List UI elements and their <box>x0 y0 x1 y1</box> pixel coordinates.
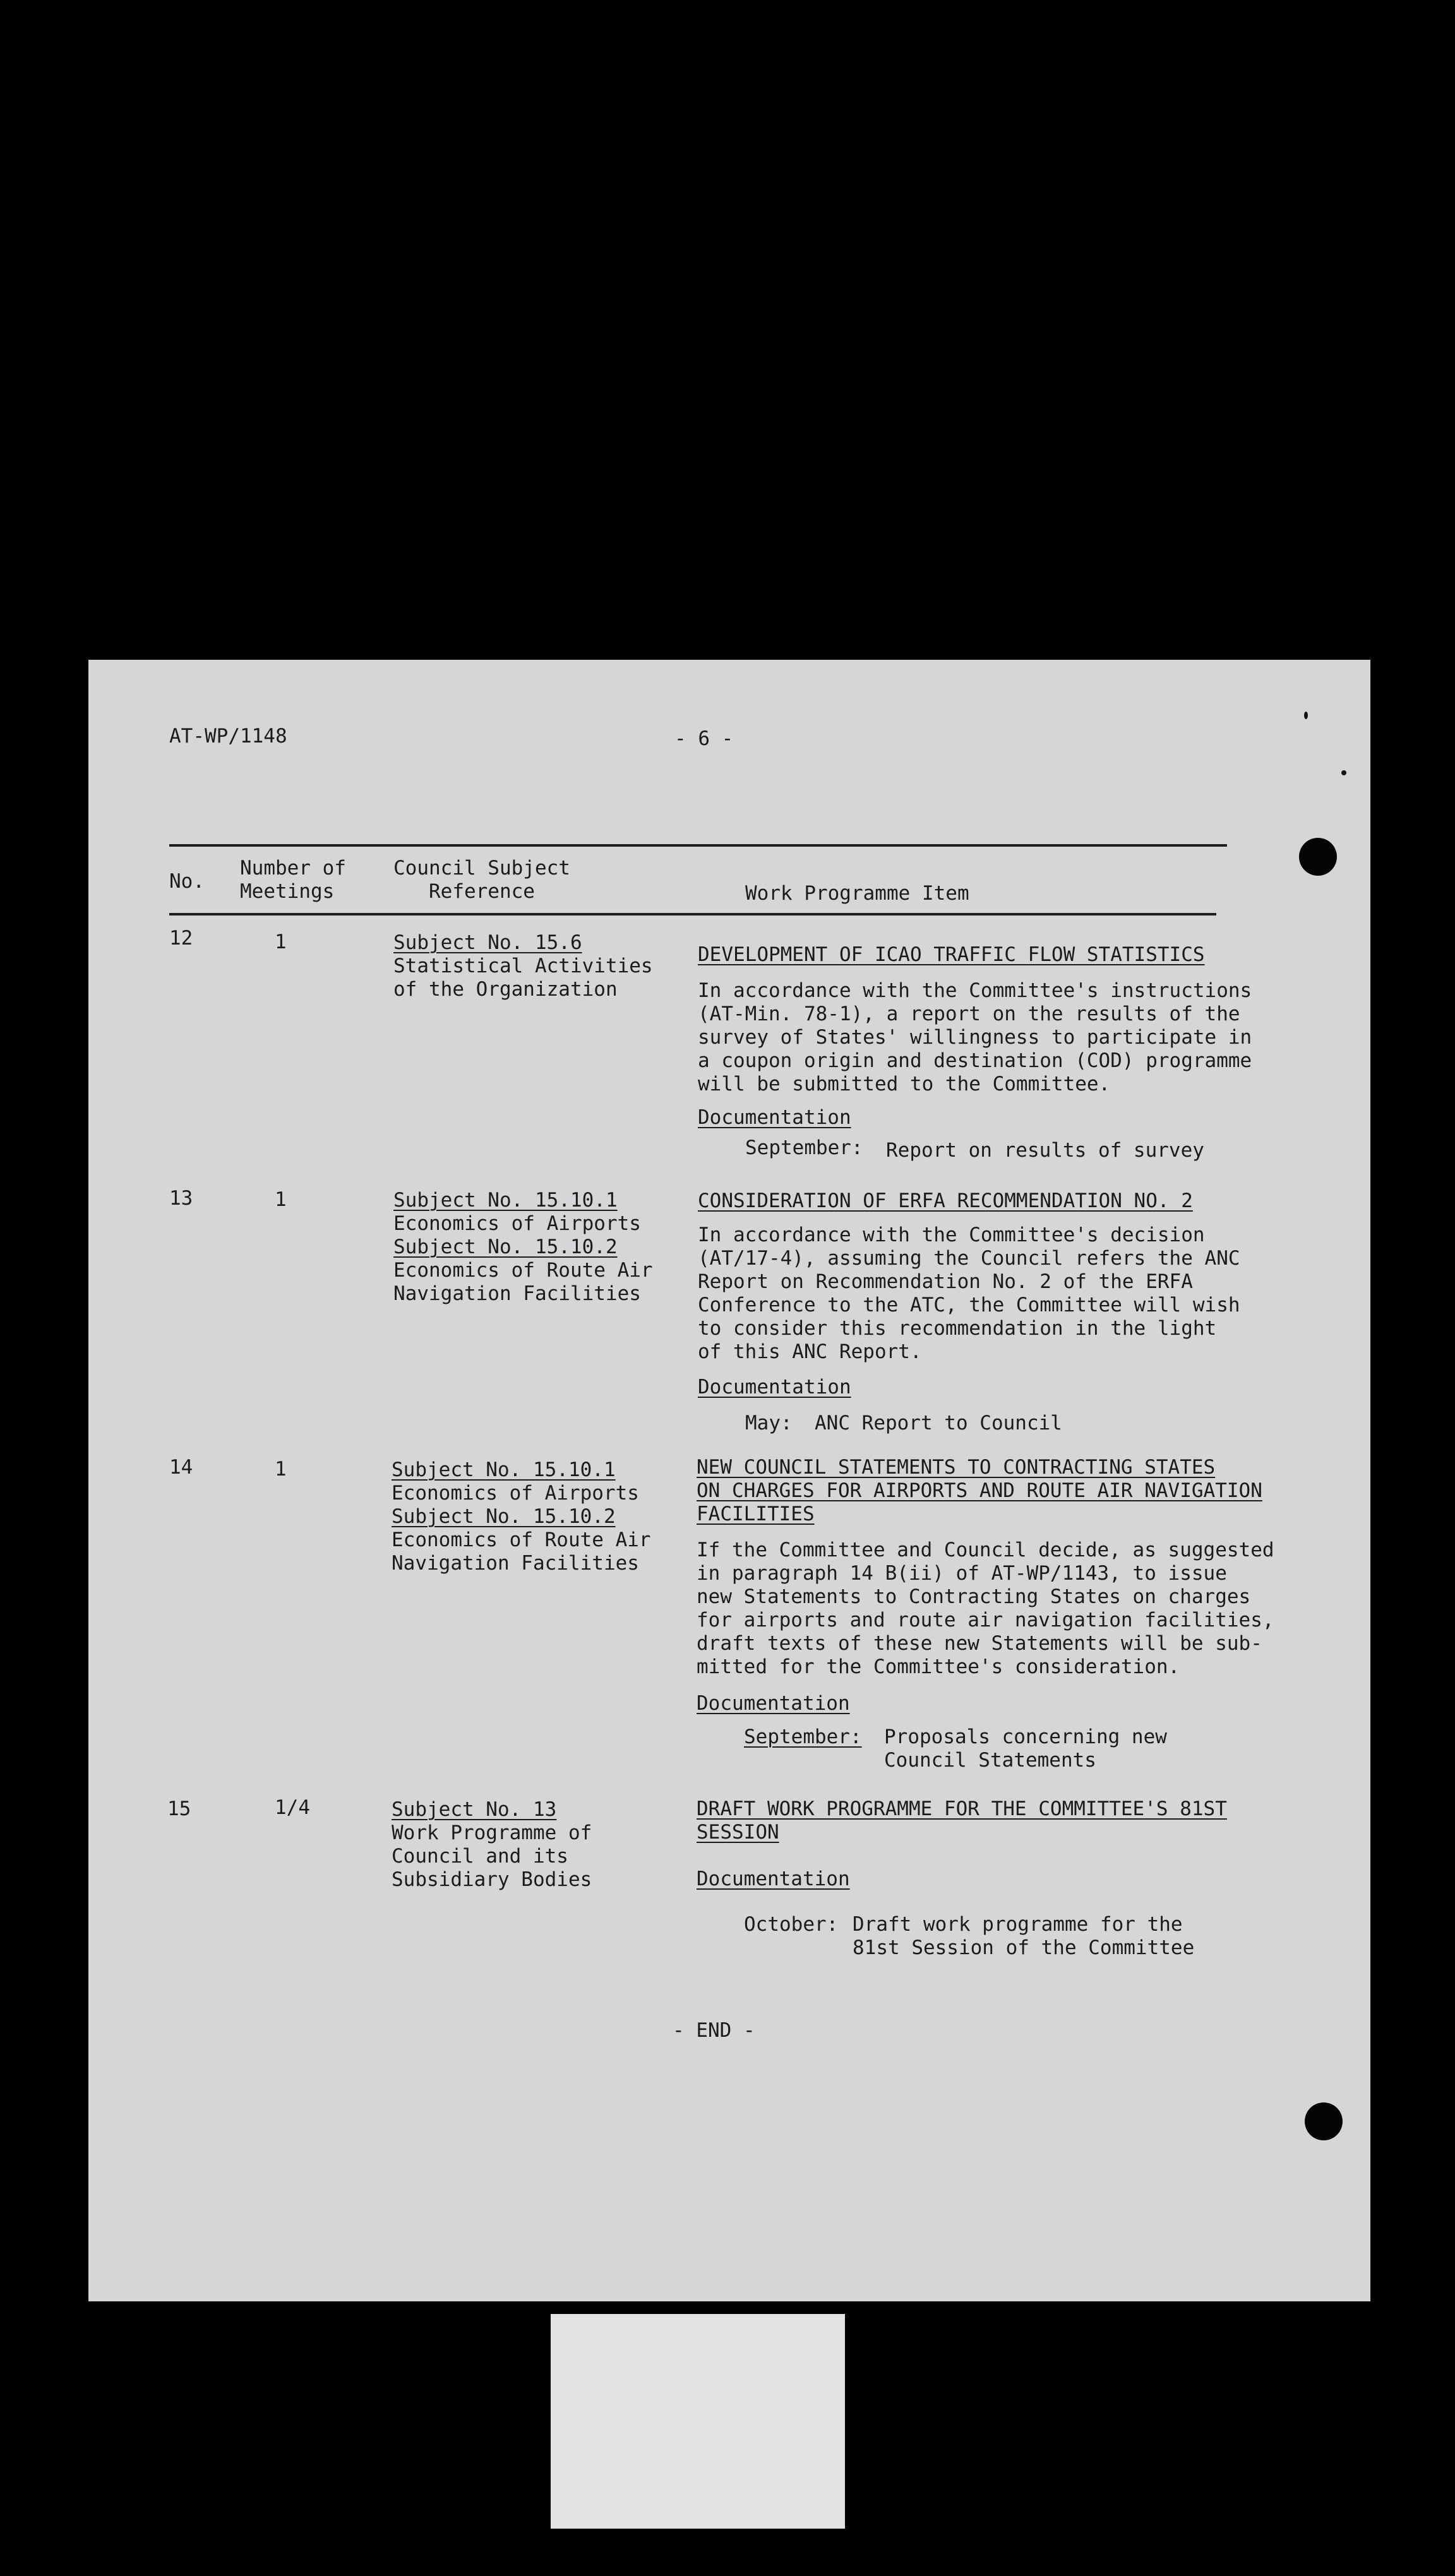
paper-slip <box>551 2314 845 2529</box>
work-item-title: CONSIDERATION OF ERFA RECOMMENDATION NO. 2 <box>698 1190 1193 1212</box>
row-number: 14 <box>169 1456 193 1479</box>
row-number: 12 <box>169 927 193 950</box>
subject-reference: Subject No. 15.10.2 <box>393 1236 618 1258</box>
work-item-body: If the Committee and Council decide, as suggested in paragraph 14 B(ii) of AT-WP/1143, to issue new Statements to Contracting States on charges for airports and route air navigation facilities, draft texts of these new Statements will be sub- mitted for the Committee's consideration. <box>697 1539 1274 1678</box>
punch-hole-top <box>1299 838 1337 876</box>
page-number: - 6 - <box>674 727 734 750</box>
column-header-no: No. <box>169 870 205 893</box>
subject-reference: Subject No. 15.6 <box>393 931 582 954</box>
documentation-text: Report on results of survey <box>886 1139 1204 1162</box>
documentation-text: Draft work programme for the 81st Session of the Committee <box>853 1913 1195 1959</box>
row-meetings: 1/4 <box>275 1796 310 1819</box>
document-reference: AT-WP/1148 <box>169 725 287 748</box>
subject-description: Economics of Airports <box>392 1482 639 1505</box>
speck-mark <box>1304 712 1308 719</box>
row-meetings: 1 <box>275 1188 287 1211</box>
documentation-month: September: <box>745 1136 863 1159</box>
documentation-label: Documentation <box>697 1692 850 1715</box>
row-number: 13 <box>169 1187 193 1210</box>
subject-description: Economics of Route Air Navigation Facilities <box>392 1529 651 1575</box>
documentation-label: Documentation <box>698 1376 851 1398</box>
documentation-month: September: <box>744 1726 862 1748</box>
column-header-item: Work Programme Item <box>745 882 969 905</box>
row-meetings: 1 <box>275 931 287 953</box>
documentation-text: Proposals concerning new Council Statements <box>884 1726 1167 1772</box>
subject-reference: Subject No. 15.10.1 <box>392 1458 616 1481</box>
row-number: 15 <box>167 1798 191 1820</box>
subject-description: Economics of Route Air Navigation Facilities <box>393 1259 653 1305</box>
punch-hole-bottom <box>1305 2102 1343 2140</box>
work-item-title: DRAFT WORK PROGRAMME FOR THE COMMITTEE'S 81ST SESSION <box>697 1798 1227 1844</box>
subject-reference: Subject No. 15.10.1 <box>393 1189 618 1212</box>
documentation-month: October: <box>744 1913 839 1936</box>
documentation-label: Documentation <box>698 1106 851 1129</box>
subject-description: Economics of Airports <box>393 1212 641 1235</box>
work-item-title: DEVELOPMENT OF ICAO TRAFFIC FLOW STATISTICS <box>698 943 1205 966</box>
work-item-body: In accordance with the Committee's instructions (AT-Min. 78-1), a report on the results of the survey of States' willingness to participate in a coupon origin and destination (COD) programme will be submitted to the Committee. <box>698 979 1252 1095</box>
documentation-label: Documentation <box>697 1868 850 1890</box>
row-meetings: 1 <box>275 1458 287 1481</box>
subject-reference: Subject No. 15.10.2 <box>392 1505 616 1528</box>
work-item-title: NEW COUNCIL STATEMENTS TO CONTRACTING STATES ON CHARGES FOR AIRPORTS AND ROUTE AIR NAVIGATION FACILITIES <box>697 1456 1262 1525</box>
speck-mark <box>1341 770 1346 775</box>
table-header-rule <box>169 913 1216 915</box>
documentation-month: May: <box>745 1412 793 1434</box>
table-top-rule <box>169 844 1227 847</box>
subject-description: Work Programme of Council and its Subsidiary Bodies <box>392 1822 592 1891</box>
column-header-meetings: Number of Meetings <box>240 857 346 903</box>
column-header-reference: Council Subject Reference <box>393 857 570 903</box>
documentation-text: ANC Report to Council <box>815 1412 1062 1434</box>
end-marker: - END - <box>673 2019 755 2042</box>
subject-description: Statistical Activities of the Organization <box>393 955 653 1001</box>
subject-reference: Subject No. 13 <box>392 1798 557 1821</box>
work-item-body: In accordance with the Committee's decision (AT/17-4), assuming the Council refers the ANC Report on Recommendation No. 2 of the ERFA Conference to the ATC, the Committee will wish to consider this recommendation in the light of this ANC Report. <box>698 1224 1240 1363</box>
